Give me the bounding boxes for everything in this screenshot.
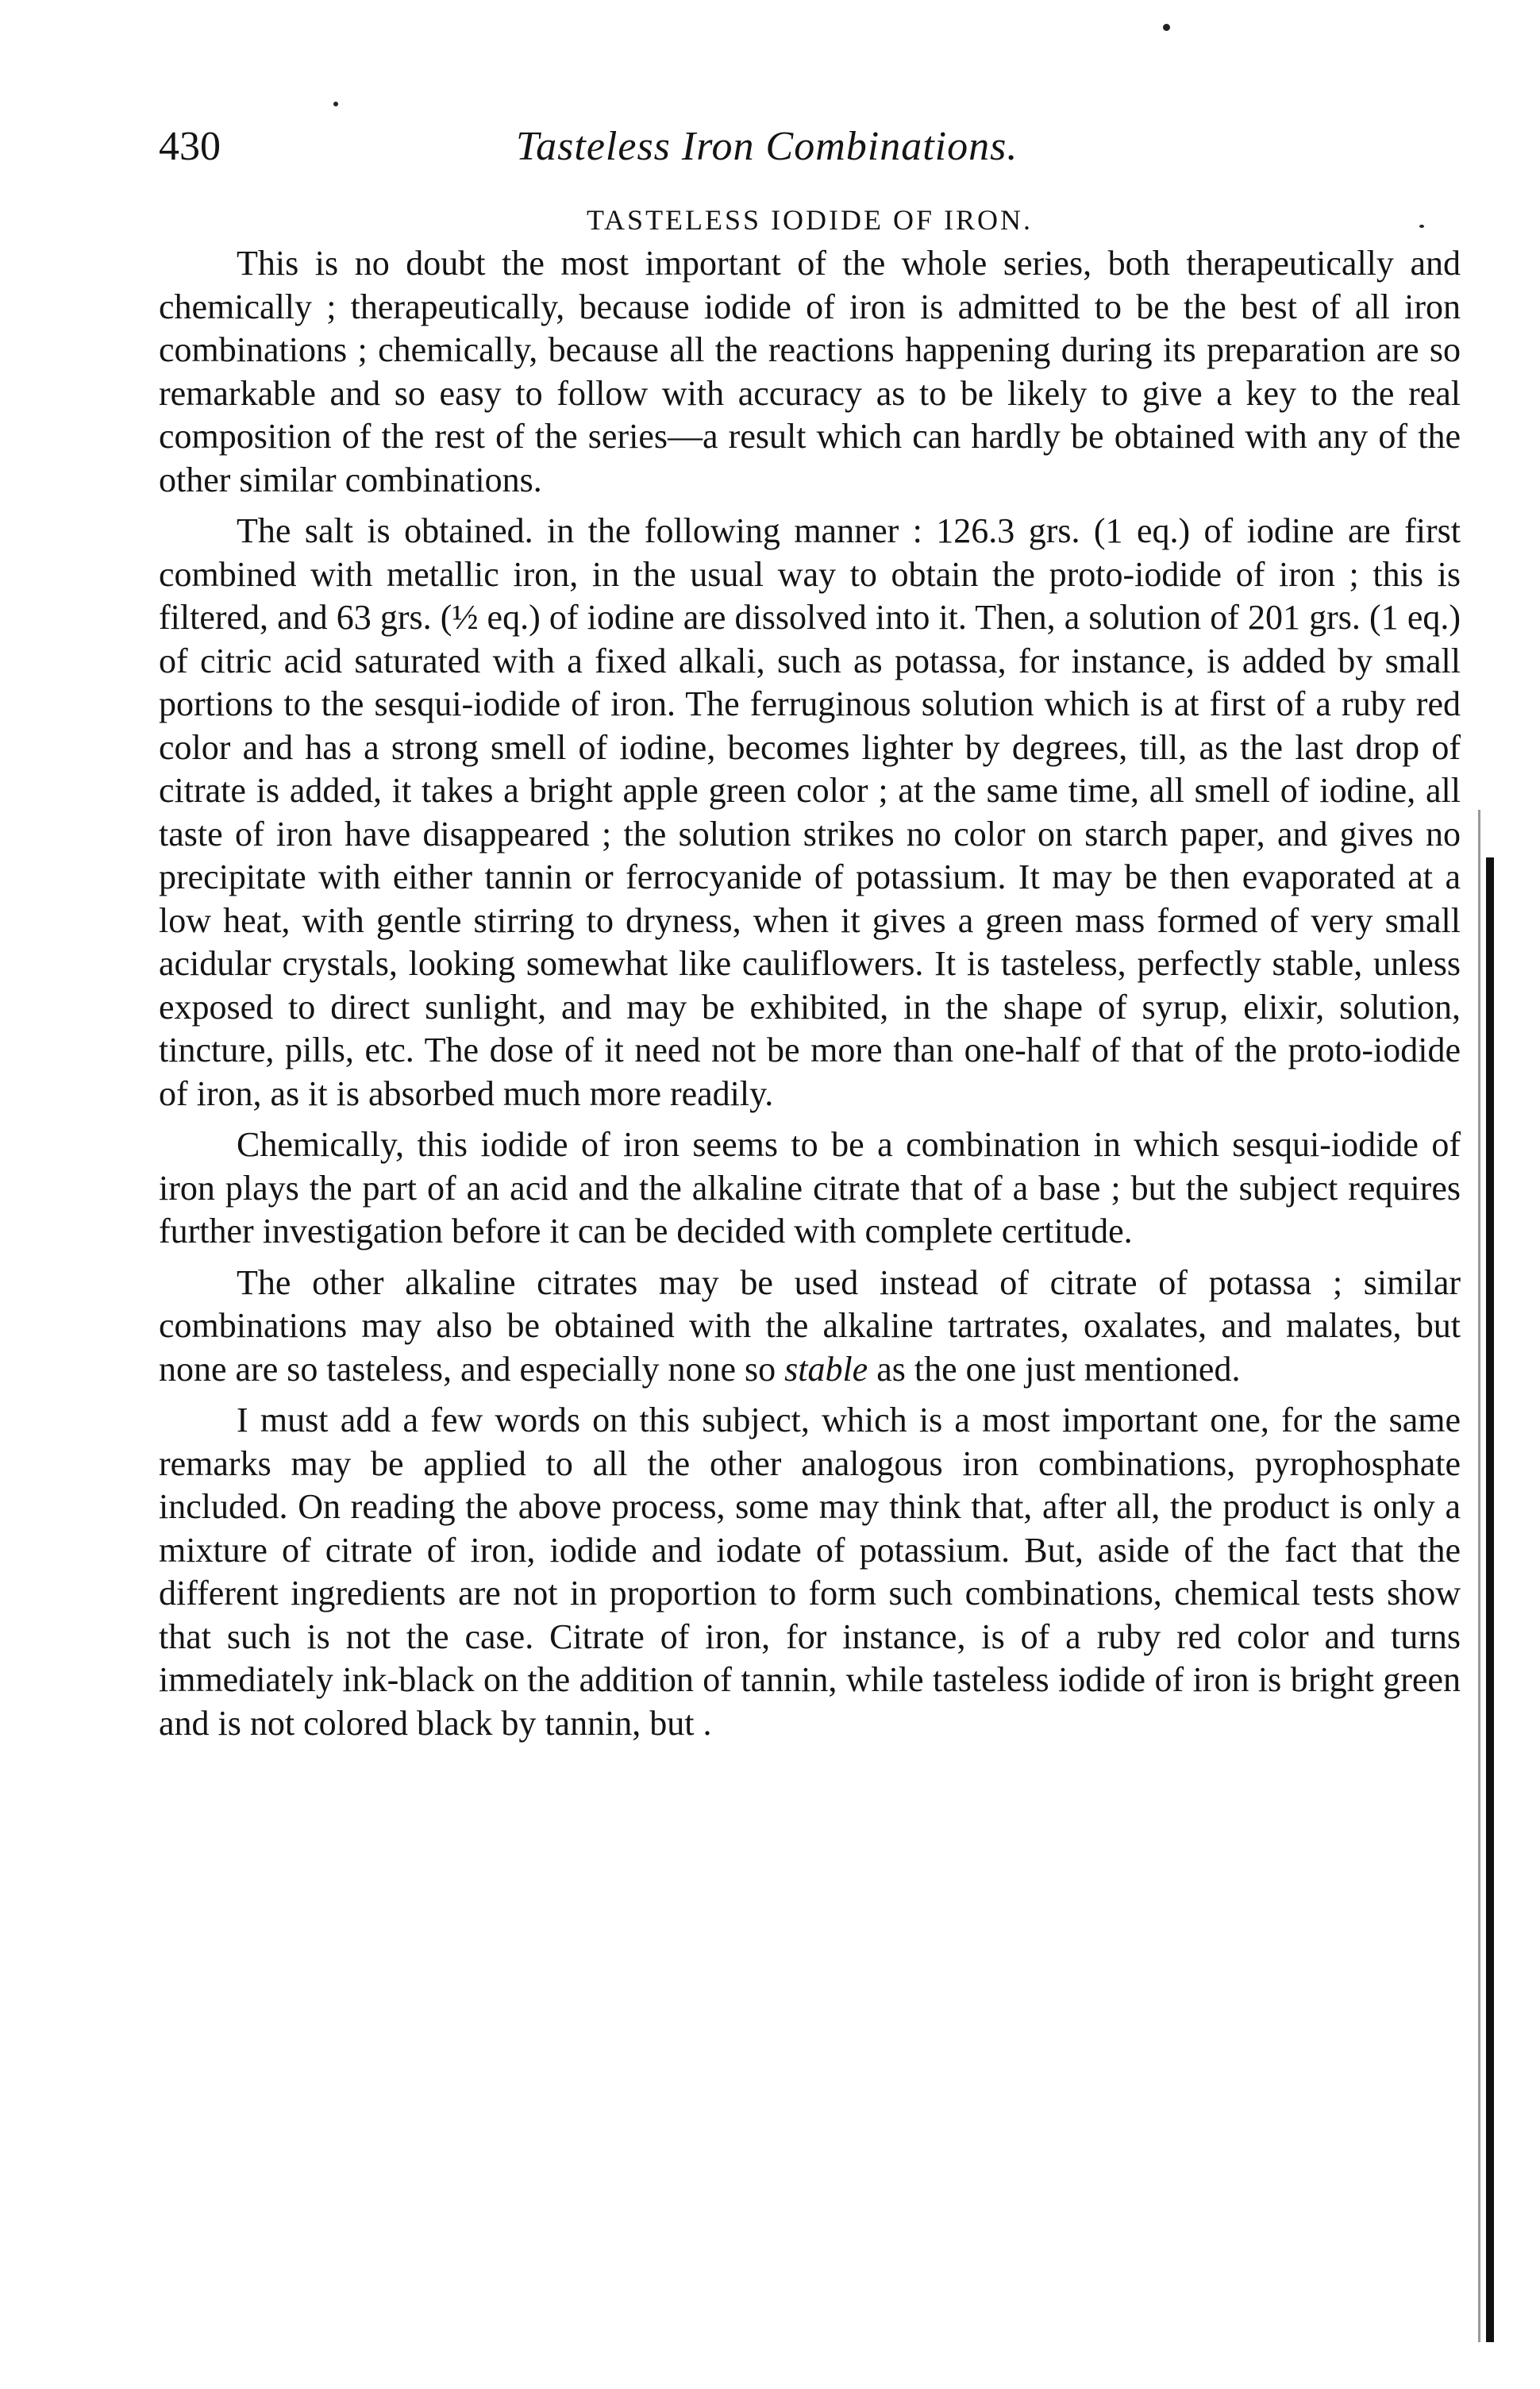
- paragraph-other-citrates: [159, 1262, 1461, 1392]
- page-number: 430: [159, 124, 221, 169]
- scan-edge-bar: [1486, 857, 1494, 2342]
- scan-speck: [1163, 24, 1170, 31]
- paragraph-preparation: The salt is obtained. in the following manner : 126.3 grs. (1 eq.) of iodine are first combined with metallic iron, in the usual way to obtain the proto-iodide of iron ; this is filtered, and 63 grs. (½ eq.) of iodine are dissolved into it. Then, a solution of 201 grs. (1 eq.) of citric acid saturated with a fixed alkali, such as potassa, for instance, is added by small portions to the sesqui-iodide of iron. The ferruginous solution which is at first of a ruby red color and has a strong smell of iodine, becomes lighter by degrees, till, as the last drop of citrate is added, it takes a bright apple green color ; at the same time, all smell of iodine, all taste of iron have disappeared ; the solution strikes no color on starch paper, and gives no precipitate with either tannin or ferrocyanide of potassium. It may be then evaporated at a low heat, with gentle stirring to dryness, when it gives a green mass formed of very small acidular crystals, looking somewhat like cauliflowers. It is tasteless, perfectly stable, unless exposed to direct sunlight, and may be exhibited, in the shape of syrup, elixir, solution, tincture, pills, etc. The dose of it need not be more than one-half of that of the proto-iodide of iron, as it is absorbed much more readily.: [159, 511, 1461, 1113]
- emphasis-stable: stable: [784, 1349, 868, 1389]
- paragraph-chemistry: Chemically, this iodide of iron seems to be a combination in which sesqui-iodide of iron plays the part of an acid and the alkaline citrate that of a base ; but the subject requires further investigation before it can be decided with complete certitude.: [159, 1125, 1461, 1250]
- section-heading: TASTELESS IODIDE OF IRON.: [586, 204, 1034, 236]
- scan-edge-shadow: [1478, 810, 1480, 2342]
- scan-speck: [333, 102, 338, 106]
- paragraph-other-citrates-end: as the one just mentioned.: [868, 1349, 1241, 1389]
- paragraph-other-citrates-text: The other alkaline citrates may be used instead of citrate of potassa ; similar combinations may also be obtained with the alkaline tartrates, oxalates, and malates, but none are so tasteless, and especially none so: [159, 1262, 1461, 1389]
- running-title: Tasteless Iron Combinations.: [516, 124, 1018, 169]
- scan-speck: [1419, 225, 1424, 228]
- body-text: [159, 242, 1461, 1753]
- paragraph-intro: This is no doubt the most important of the whole series, both therapeutically and chemically ; therapeutically, because iodide of iron is admitted to be the best of all iron combinations ; chemically, because all the reactions happening during its preparation are so remarkable and so easy to follow with accuracy as to be likely to give a key to the real composition of the rest of the series—a result which can hardly be obtained with any of the other similar combinations.: [159, 244, 1461, 499]
- page-header: [159, 115, 1461, 179]
- paragraph-remarks: I must add a few words on this subject, which is a most important one, for the same remarks may be applied to all the other analogous iron combinations, pyrophosphate included. On reading the above process, some may think that, after all, the product is only a mixture of citrate of iron, iodide and iodate of potassium. But, aside of the fact that the different ingredients are not in proportion to form such combinations, chemical tests show that such is not the case. Citrate of iron, for instance, is of a ruby red color and turns immediately ink-black on the addition of tannin, while tasteless iodide of iron is bright green and is not colored black by tannin, but .: [159, 1401, 1461, 1743]
